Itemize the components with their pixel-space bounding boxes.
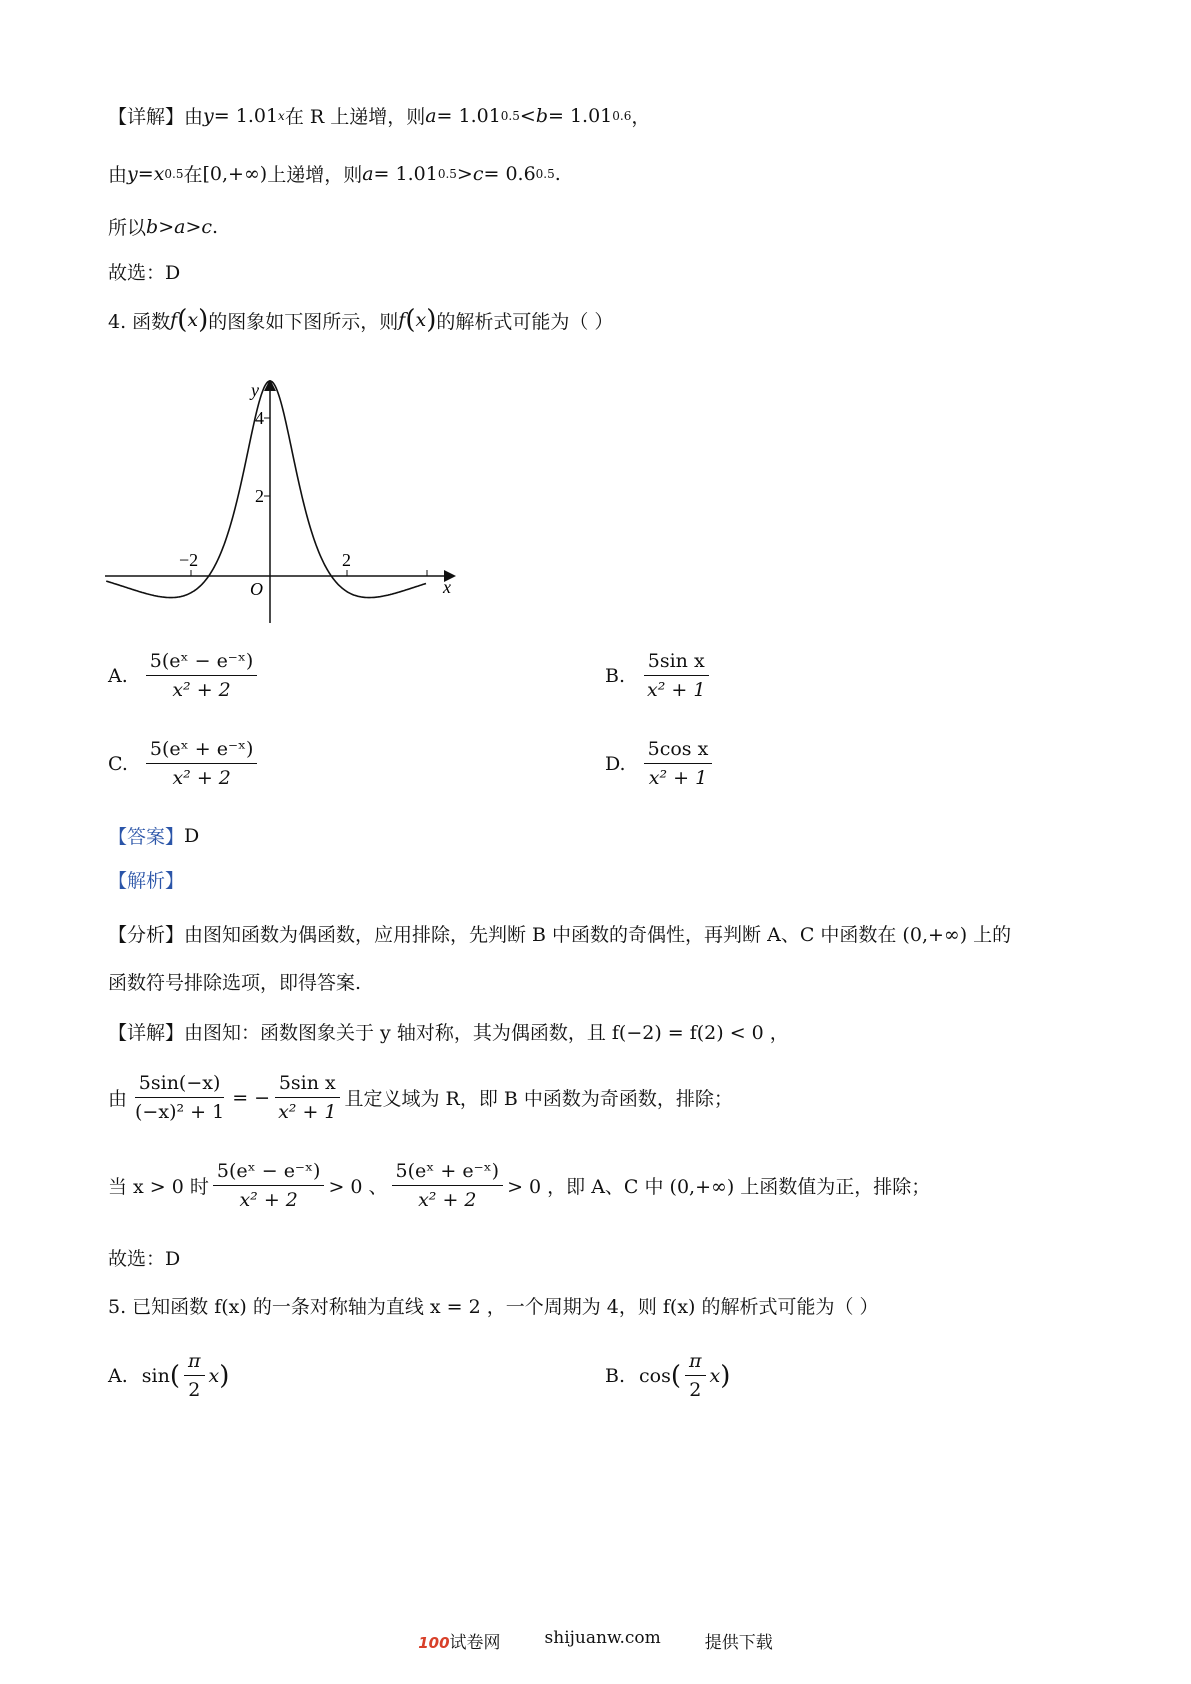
q3-detail-line2: 由 y = x 0.5 在 [0,+∞) 上递增，则 a = 1.01 0.5 > c = 0.6 0.5 .	[108, 162, 561, 186]
download-note: 提供下载	[704, 1633, 773, 1653]
site-url[interactable]: shijuanw.com	[544, 1628, 661, 1648]
q4-option-d[interactable]: D. $\frac{\text{5cos x}}{\text{x² + 1}}$	[605, 738, 716, 789]
q5-option-a[interactable]: A. sin ( $\frac{\pi}{2}$ x )	[108, 1350, 230, 1401]
q4-option-a[interactable]: A. $\frac{\text{5(eˣ − e⁻ˣ)}}{\text{x² + 2}}$	[108, 650, 261, 701]
site-logo: 100	[418, 1634, 450, 1652]
y-tick-label-2: 2	[255, 486, 264, 506]
q4-detail-line2: 由 $\frac{5\sin(-x)}{\text{(−x)² + 1}}$ = − $\frac{\text{5sin x}}{\text{x² + 1}}$ 且定义域为 R，即 B 中函数为奇函数，排除；	[108, 1072, 733, 1123]
q4-analysis-line1: 【分析】 由图知函数为偶函数，应用排除，先判断 B 中函数的奇偶性，再判断 A、C 中函数在 (0,+∞) 上的	[108, 924, 1012, 946]
site-brand: 100试卷网	[418, 1633, 501, 1653]
q3-choice: 故选：D	[108, 262, 181, 284]
origin-label: O	[250, 579, 263, 599]
x-tick-label-neg2: −2	[179, 550, 199, 570]
q3-detail-line3: 所以 b > a > c .	[108, 215, 219, 239]
q4-detail-line1: 【详解】 由图知：函数图象关于 y 轴对称，其为偶函数，且 f(−2) = f(2) < 0 ，	[108, 1022, 789, 1044]
function-graph	[105, 380, 505, 680]
detail-tag: 【详解】	[108, 106, 185, 128]
y-axis-label: y	[251, 380, 259, 400]
q4-answer: 【答案】 D	[108, 824, 200, 848]
q5-option-b[interactable]: B. cos ( $\frac{\pi}{2}$ x )	[605, 1350, 731, 1401]
page-footer	[0, 1628, 1191, 1653]
q4-detail-line3: 当 x > 0 时 $\frac{\text{5(eˣ − e⁻ˣ)}}{\text{x² + 2}}$ > 0 、 $\frac{\text{5(eˣ + e⁻ˣ)}}{\text{x² + 2}}$ > 0 ，即 A、C 中 (0,+∞) 上函数值为正，排除；	[108, 1160, 931, 1211]
q4-analysis-line2: 函数符号排除选项，即得答案.	[108, 972, 362, 994]
q4-choice: 故选：D	[108, 1248, 181, 1270]
q3-detail-line1: 【详解】 由 y = 1.01 x 在 R 上递增，则 a = 1.01 0.5 < b = 1.01 0.6 ，	[108, 102, 650, 129]
q4-analysis-tag: 【解析】	[108, 870, 185, 892]
x-axis-label: x	[443, 577, 451, 597]
q4-option-b[interactable]: B. $\frac{\text{5sin x}}{\text{x² + 1}}$	[605, 650, 713, 701]
function-curve	[106, 381, 426, 598]
q5-stem: 5. 已知函数 f(x) 的一条对称轴为直线 x = 2 ，一个周期为 4，则 f(x) 的解析式可能为（ ）	[108, 1296, 879, 1318]
q4-stem: 4. 函数 f ( x ) 的图象如下图所示，则 f ( x ) 的解析式可能为（ ）	[108, 305, 614, 335]
x-tick-label-2: 2	[342, 550, 351, 570]
q4-option-c[interactable]: C. $\frac{\text{5(eˣ + e⁻ˣ)}}{\text{x² + 2}}$	[108, 738, 261, 789]
y-tick-label-4: 4	[255, 408, 264, 428]
